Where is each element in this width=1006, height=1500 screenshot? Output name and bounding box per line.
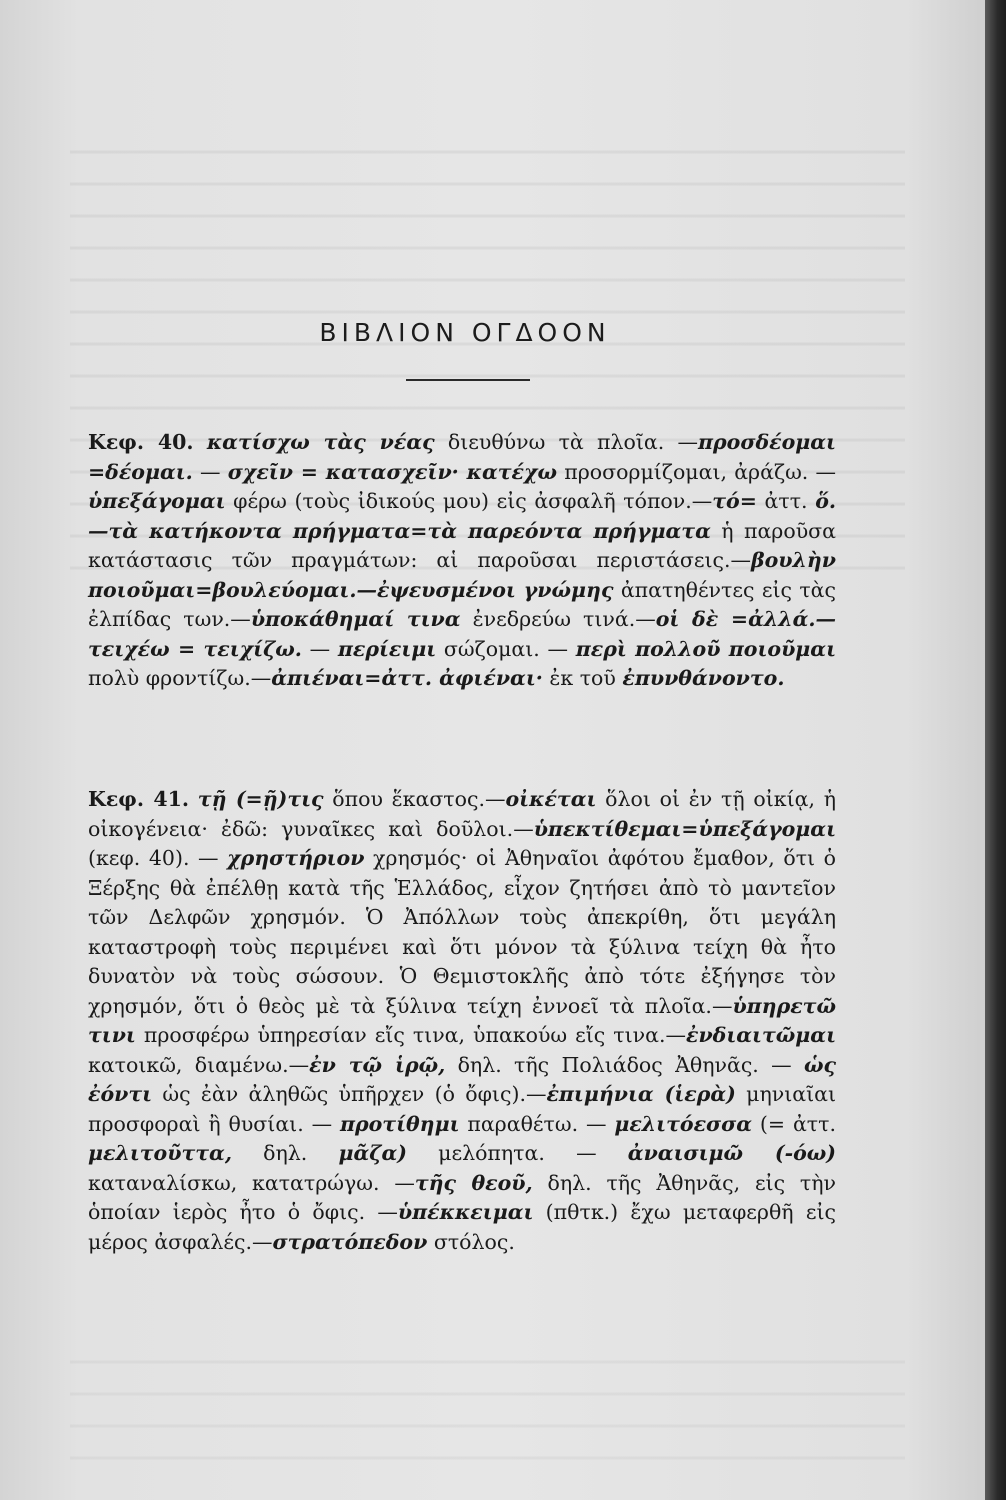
glossary-term: μελιτοῦττα, — [88, 1141, 232, 1165]
definition-text: παραθέτω. — — [459, 1111, 615, 1136]
book-spine-edge — [985, 0, 1006, 1500]
definition-text: διευθύνω τὰ πλοῖα. — — [434, 430, 699, 454]
glossary-term: ὑπέκκειμαι — [397, 1200, 534, 1224]
definition-text: πολὺ φροντίζω.— — [88, 666, 272, 690]
definition-text: στόλος. — [427, 1229, 515, 1254]
glossary-term: μᾶζα) — [338, 1141, 407, 1165]
glossary-term: ὑπεξάγομαι — [88, 489, 226, 513]
glossary-term: ὑπηρετῶ τινι — [88, 993, 836, 1047]
glossary-term: περὶ πολλοῦ ποιοῦμαι — [575, 636, 837, 661]
definition-text: προσφέρω ὑπηρεσίαν εἴς τινα, ὑπακούω εἴς τινα.— — [135, 1023, 686, 1047]
glossary-term: ὑπεκτίθεμαι=ὑπεξάγομαι — [533, 816, 836, 841]
glossary-term: σχεῖν = κατασχεῖν· κατέχω — [227, 459, 558, 484]
definition-text: κατοικῶ, διαμένω.— — [88, 1052, 310, 1077]
title-divider — [406, 379, 530, 381]
definition-text: προσορμίζομαι, ἀράζω. — — [557, 459, 836, 484]
definition-text: σώζομαι. — — [436, 636, 576, 661]
definition-text: φέρω (τοὺς ἰδικούς μου) εἰς ἀσφαλῆ τόπον.— — [225, 489, 713, 513]
glossary-term: ὑποκάθημαί τινα — [250, 607, 461, 631]
glossary-term: τῆς θεοῦ, — [414, 1170, 533, 1195]
definition-text: ἐνεδρεύω τινά.— — [460, 607, 656, 631]
bleed-through-text-bottom — [70, 1340, 905, 1480]
glossary-term: περίειμι — [337, 636, 437, 661]
glossary-term: τό= — [712, 489, 757, 513]
definition-text: χρησμός· οἱ Ἀθηναῖοι ἀφότου ἔμαθον, ὅτι ὁ Ξέρξης θὰ ἐπέλθῃ κατὰ τῆς Ἑλλάδος, εἶχον ζητήσει ἀπὸ τὸ μαντεῖον τῶν Δελφῶν χρησμόν. Ὁ Ἀπόλλων τοὺς ἀπεκρίθη, ὅτι μεγάλη καταστροφὴ τοὺς περιμένει καὶ ὅτι μόνον τὰ ξύλινα τείχη θὰ ἦτο δυνατὸν νὰ τοὺς σώσουν. Ὁ Θεμιστοκλῆς ἀπὸ τότε ἐξήγησε τὸν χρησμόν, ὅτι ὁ θεὸς μὲ τὰ ξύλινα τείχη ἐννοεῖ τὰ πλοῖα.— — [88, 846, 837, 1018]
definition-text: ὅπου ἕκαστος.— — [323, 787, 506, 811]
definition-text: — — [192, 459, 228, 484]
glossary-term: προτίθημι — [339, 1111, 460, 1136]
book-title: ΒΙΒΛΙΟΝ ΟΓΔΟΟΝ — [319, 318, 611, 347]
glossary-term: βουλὴν ποιοῦμαι=βουλεύομαι.—ἐψευσμένοι γνώμης — [88, 548, 836, 602]
glossary-term: ἀναισιμῶ (-όω) — [627, 1141, 836, 1165]
glossary-term: ὅ.—τὰ κατήκοντα πρήγματα=τὰ παρεόντα πρήγματα — [88, 489, 836, 543]
glossary-term: ἀπιέναι=ἀττ. ἀφιέναι· — [271, 666, 543, 690]
definition-text: δηλ. τῆς Πολιάδος Ἀθηνᾶς. — — [445, 1052, 804, 1077]
definition-text: δηλ. τῆς Ἀθηνᾶς, εἰς τὴν ὁποίαν ἱερὸς ἦτο ὁ ὄφις. — — [88, 1170, 836, 1224]
chapter-40-body — [88, 430, 836, 690]
definition-text: μελόπητα. — — [406, 1141, 628, 1165]
definition-text: μηνιαῖαι προσφοραὶ ἢ θυσίαι. — — [88, 1082, 836, 1136]
chapter-41-paragraph — [88, 785, 836, 1257]
chapter-40-paragraph — [88, 428, 836, 694]
definition-text: ἀπατηθέντες εἰς τὰς ἐλπίδας των.— — [88, 577, 836, 631]
glossary-term: ἐν τῷ ἱρῷ, — [309, 1052, 446, 1077]
glossary-term: ἐπιμήνια (ἱερὰ) — [546, 1082, 736, 1106]
definition-text: ὅλοι οἱ ἐν τῇ οἰκίᾳ, ἡ οἰκογένεια· ἐδῶ: γυναῖκες καὶ δοῦλοι.— — [88, 787, 836, 841]
definition-text: δηλ. — [231, 1141, 339, 1165]
glossary-term: οἰκέται — [505, 787, 597, 811]
glossary-term: μελιτόεσσα — [614, 1111, 753, 1136]
chapter-41-body — [88, 787, 836, 1254]
definition-text: καταναλίσκω, κατατρώγω. — — [88, 1170, 415, 1195]
glossary-term: προσδέομαι =δέομαι. — [88, 430, 836, 484]
glossary-term: ὡς ἐόντι — [88, 1052, 836, 1106]
definition-text: ἐκ τοῦ — [542, 666, 623, 690]
definition-text: ἀττ. — [756, 489, 816, 513]
definition-text: (πθτκ.) ἔχω μεταφερθῆ εἰς μέρος ἀσφαλές.— — [88, 1200, 836, 1254]
glossary-term: οἱ δὲ =ἀλλά.—τειχέω = τειχίζω. — [88, 607, 837, 661]
glossary-term: ἐνδιαιτῶμαι — [686, 1023, 836, 1047]
glossary-term: χρηστήριον — [227, 846, 365, 870]
glossary-term: στρατόπεδον — [272, 1229, 428, 1254]
definition-text: ἡ παροῦσα κατάστασις τῶν πραγμάτων: αἱ παροῦσαι περιστάσεις.— — [88, 518, 836, 572]
chapter-40-label: Κεφ. 40. — [88, 430, 194, 454]
glossary-term: τῇ (=ῇ)τις — [197, 787, 324, 811]
definition-text: (κεφ. 40). — — [88, 846, 228, 870]
glossary-term: ἐπυνθάνοντο. — [622, 666, 785, 690]
definition-text: — — [301, 636, 338, 661]
definition-text: ὡς ἐὰν ἀληθῶς ὑπῆρχεν (ὁ ὄφις).— — [152, 1082, 547, 1106]
definition-text: (= ἀττ. — [752, 1111, 836, 1136]
chapter-41-label: Κεφ. 41. — [88, 787, 190, 811]
glossary-term: κατίσχω τὰς νέας — [206, 430, 435, 454]
